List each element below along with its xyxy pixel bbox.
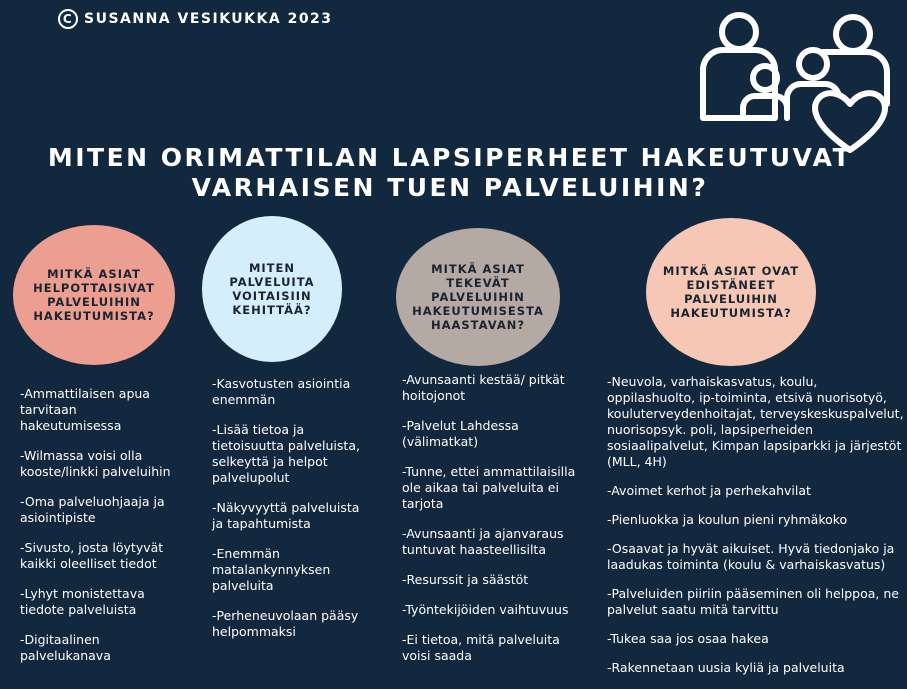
question-3-text: MITKÄ ASIAT TEKEVÄT PALVELUIHIN HAKEUTUMISESTA HAASTAVAN?	[412, 262, 544, 332]
answer-item: -Palveluiden piiriin pääseminen oli helppoa, ne palvelut saatu mitä tarvittu	[607, 586, 899, 617]
answer-item: -Enemmän matalankynnyksen palveluita	[212, 546, 331, 593]
title-line-2: VARHAISEN TUEN PALVELUIHIN?	[191, 173, 709, 202]
copyright-label	[58, 9, 333, 29]
question-circle-1	[13, 225, 175, 365]
answer-item: -Avunsaanti ja ajanvaraus tuntuvat haasteellisilta	[402, 526, 564, 557]
title-line-1: MITEN ORIMATTILAN LAPSIPERHEET HAKEUTUVAT	[47, 143, 853, 172]
question-1-text: MITKÄ ASIAT HELPOTTAISIVAT PALVELUIHIN HAKEUTUMISTA?	[33, 267, 155, 323]
page-title	[40, 143, 860, 203]
copyright-icon: C	[58, 9, 78, 29]
answer-item: -Avunsaanti kestää/ pitkät hoitojonot	[402, 372, 565, 403]
question-4-text: MITKÄ ASIAT OVAT EDISTÄNEET PALVELUIHIN HAKEUTUMISTA?	[662, 264, 800, 320]
question-circle-2	[202, 216, 342, 362]
answer-item: -Lyhyt monistettava tiedote palveluista	[20, 586, 145, 617]
answer-item: -Kasvotusten asiointia enemmän	[212, 376, 351, 407]
answer-item: -Työntekijöiden vaihtuvuus	[402, 602, 569, 617]
question-circle-3	[396, 228, 560, 366]
answer-item: -Rakennetaan uusia kyliä ja palveluita	[607, 660, 845, 675]
answers-column-1	[20, 386, 180, 678]
copyright-text: SUSANNA VESIKUKKA 2023	[84, 11, 333, 27]
answer-item: -Näkyvyyttä palveluista ja tapahtumista	[212, 500, 360, 531]
answer-item: -Sivusto, josta löytyvät kaikki oleelliset tiedot	[20, 540, 164, 571]
answer-item: -Ei tietoa, mitä palveluita voisi saada	[402, 632, 560, 663]
answer-item: -Resurssit ja säästöt	[402, 572, 529, 587]
question-circle-4	[646, 218, 816, 366]
answer-item: -Oma palveluohjaaja ja asiointipiste	[20, 494, 165, 525]
answer-item: -Avoimet kerhot ja perhekahvilat	[607, 483, 811, 498]
answer-item: -Palvelut Lahdessa (välimatkat)	[402, 418, 519, 449]
answer-item: -Digitaalinen palvelukanava	[20, 632, 111, 663]
answer-item: -Ammattilaisen apua tarvitaan hakeutumisessa	[20, 386, 150, 433]
answer-item: -Lisää tietoa ja tietoisuutta palveluista, selkeyttä ja helpot palvelupolut	[212, 422, 360, 485]
question-2-text: MITEN PALVELUITA VOITAISIIN KEHITTÄÄ?	[229, 261, 315, 317]
answers-column-4	[607, 374, 905, 689]
answer-item: -Tukea saa jos osaa hakea	[607, 631, 769, 646]
answers-column-2	[212, 376, 372, 654]
answer-item: -Pienluokka ja koulun pieni ryhmäkoko	[607, 512, 848, 527]
answer-item: -Tunne, ettei ammattilaisilla ole aikaa tai palveluita ei tarjota	[402, 464, 576, 511]
answer-item: -Neuvola, varhaiskasvatus, koulu, oppilashuolto, ip-toiminta, etsivä nuorisotyö, kouluterveydenhoitajat, terveyskeskuspalvelut, nuorisopsyk. poli, lapsiperheiden sosiaalipalvelut, Kimpan lapsiparkki ja järjestöt (MLL, 4H)	[607, 374, 904, 469]
answer-item: -Perheneuvolaan pääsy helpommaksi	[212, 608, 359, 639]
family-heart-icon	[695, 8, 895, 158]
answer-item: -Wilmassa voisi olla kooste/linkki palveluihin	[20, 448, 171, 479]
answers-column-3	[402, 372, 584, 678]
answer-item: -Osaavat ja hyvät aikuiset. Hyvä tiedonjako ja laadukas toiminta (koulu & varhaiskasvatus)	[607, 541, 895, 572]
